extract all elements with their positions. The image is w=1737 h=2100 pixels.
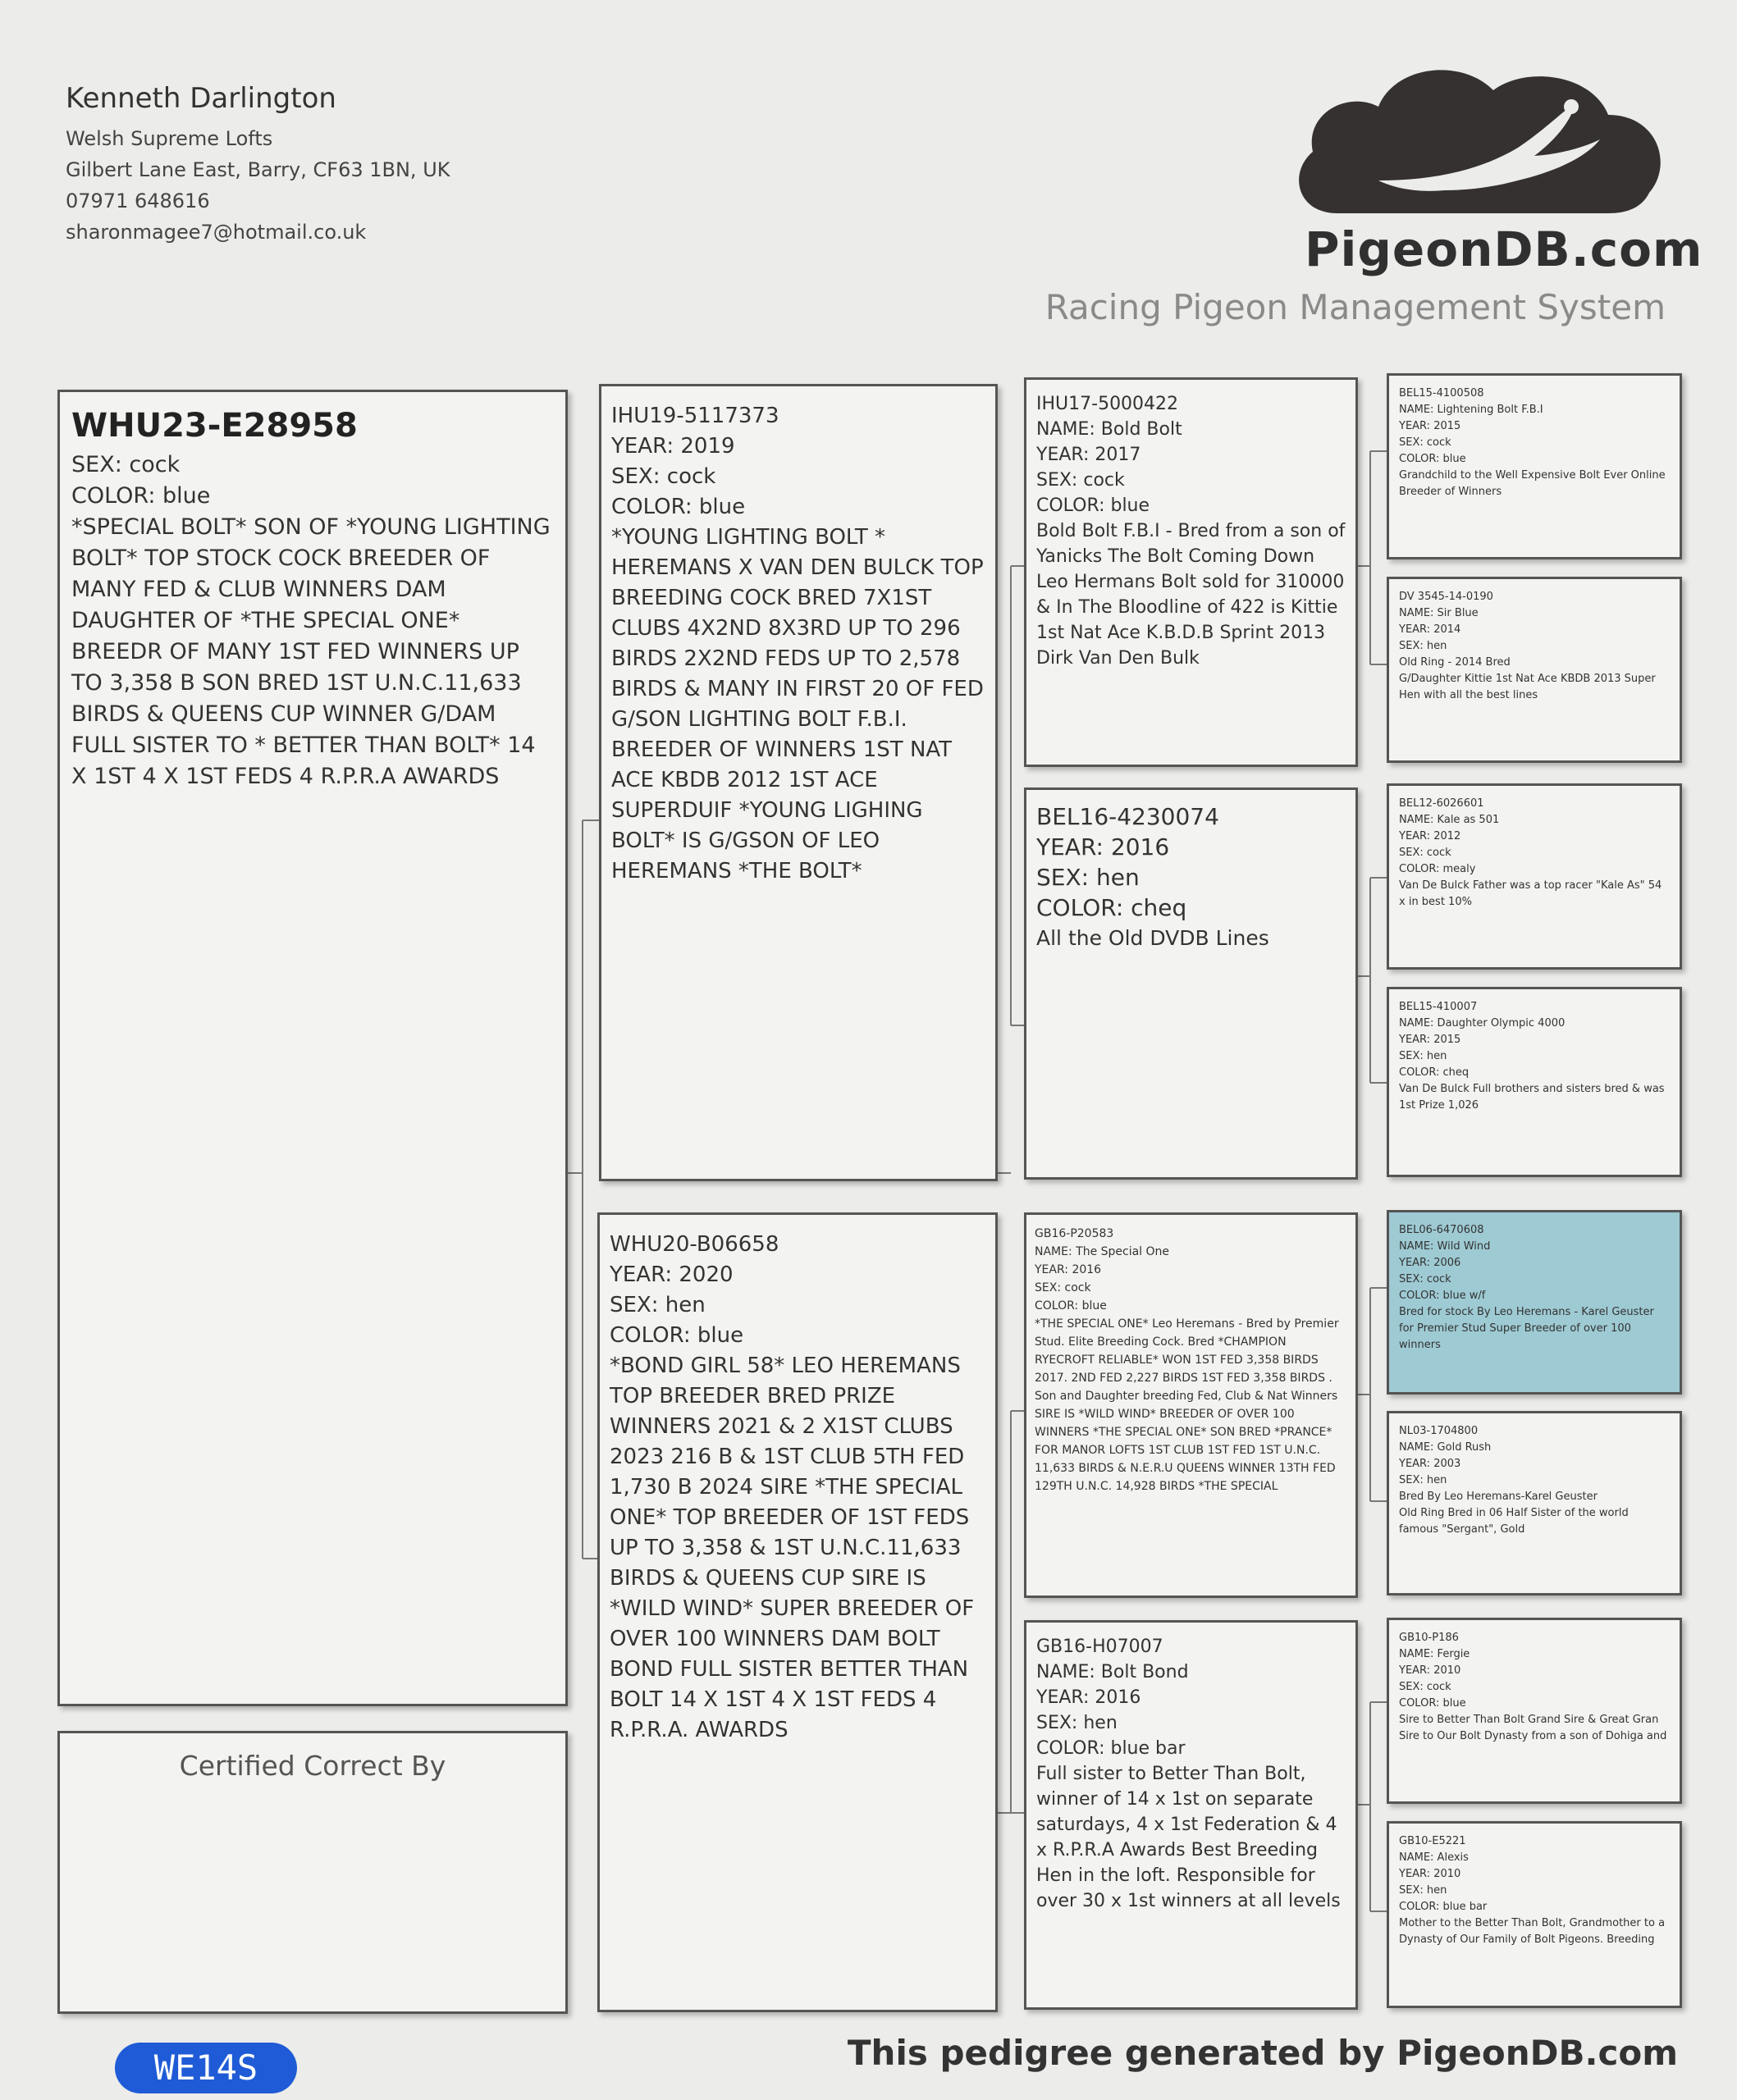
dam-sire-card	[1024, 1212, 1358, 1598]
name: NAME: Wild Wind	[1399, 1240, 1491, 1253]
notes: Grandchild to the Well Expensive Bolt Ever Online Breeder of Winners	[1399, 469, 1666, 498]
certified-box	[57, 1731, 568, 2014]
year: YEAR: 2019	[611, 434, 735, 459]
ring-number: BEL16-4230074	[1036, 803, 1219, 830]
year: YEAR: 2016	[1036, 833, 1170, 861]
color: COLOR: mealy	[1399, 863, 1476, 875]
notes: *THE SPECIAL ONE* Leo Heremans - Bred by Premier Stud. Elite Breeding Cock. Bred *CHAMPION RYECROFT RELIABLE* WON 1ST FED 3,358 BIRDS 2017. 2ND FED 2,227 BIRDS 1ST FED 3,358 BIRDS . Son and Daughter breeding Fed, Club & Nat Winners SIRE IS *WILD WIND* BREEDER OF OVER 100 WINNERS *THE SPECIAL ONE* SON BRED *PRANCE* FOR MANOR LOFTS 1ST CLUB 1ST FED 1ST U.N.C. 11,633 BIRDS & N.E.R.U QUEENS WINNER 13TH FED 129TH U.N.C. 14,928 BIRDS *THE SPECIAL	[1035, 1317, 1339, 1493]
sex: SEX: cock	[1035, 1281, 1091, 1294]
name: NAME: Kale as 501	[1399, 814, 1500, 826]
owner-address: Gilbert Lane East, Barry, CF63 1BN, UK	[66, 158, 450, 181]
color: COLOR: blue	[611, 495, 746, 519]
ring-number: BEL15-4100508	[1399, 387, 1484, 399]
sdd-card	[1387, 987, 1682, 1177]
dam-dam-card	[1024, 1620, 1358, 2010]
notes: Full sister to Better Than Bolt, winner of 14 x 1st on separate saturdays, 4 x 1st Federation & 4 x R.P.R.A Awards Best Breeding Hen in the loft. Responsible for over 30 x 1st winners at all levels	[1036, 1764, 1341, 1911]
sex: SEX: cock	[611, 464, 716, 489]
sex: SEX: hen	[1399, 1884, 1447, 1897]
notes: Sire to Better Than Bolt Grand Sire & Great Gran Sire to Our Bolt Dynasty from a son of Dohiga and	[1399, 1714, 1667, 1742]
color: Old Ring - 2014 Bred	[1399, 656, 1511, 669]
year: YEAR: 2017	[1036, 445, 1141, 465]
name: NAME: Fergie	[1399, 1648, 1470, 1660]
year: YEAR: 2020	[610, 1262, 734, 1287]
color: Bred By Leo Heremans-Karel Geuster	[1399, 1491, 1598, 1503]
notes: Van De Bulck Father was a top racer "Kale As" 54 x in best 10%	[1399, 879, 1662, 908]
loft-name: Welsh Supreme Lofts	[66, 127, 273, 150]
ring-number: WHU20-B06658	[610, 1232, 779, 1257]
dsd-card	[1387, 1411, 1682, 1596]
color: COLOR: blue	[1399, 453, 1466, 465]
ring-number: GB16-H07007	[1036, 1637, 1163, 1657]
notes: G/Daughter Kittie 1st Nat Ace KBDB 2013 Super Hen with all the best lines	[1399, 673, 1656, 701]
ring-number: IHU19-5117373	[611, 404, 779, 428]
ring-number: GB10-P186	[1399, 1632, 1459, 1644]
sex: SEX: cock	[1399, 1681, 1451, 1693]
sex: SEX: hen	[1399, 1474, 1447, 1486]
notes: Van De Bulck Full brothers and sisters bred & was 1st Prize 1,026	[1399, 1083, 1665, 1112]
sds-card	[1387, 783, 1682, 970]
year: YEAR: 2003	[1399, 1458, 1461, 1470]
notes: Old Ring Bred in 06 Half Sister of the world famous "Sergant", Gold	[1399, 1507, 1629, 1536]
dds-card	[1387, 1618, 1682, 1804]
notes: *BOND GIRL 58* LEO HEREMANS TOP BREEDER BRED PRIZE WINNERS 2021 & 2 X1ST CLUBS 2023 216 B & 1ST CLUB 5TH FED 1,730 B 2024 SIRE *THE SPECIAL ONE* TOP BREEDER OF 1ST FEDS UP TO 3,358 & 1ST U.N.C.11,633 BIRDS & QUEENS CUP SIRE IS *WILD WIND* SUPER BREEDER OF OVER 100 WINNERS DAM BOLT BOND FULL SISTER BETTER THAN BOLT 14 X 1ST 4 X 1ST FEDS 4 R.P.R.A. AWARDS	[610, 1354, 975, 1742]
notes: Bred for stock By Leo Heremans - Karel Geuster for Premier Stud Super Breeder of over 100 winners	[1399, 1306, 1654, 1351]
color: COLOR: blue w/f	[1399, 1290, 1486, 1302]
ring-number: WHU23-E28958	[71, 407, 358, 445]
sex: SEX: cock	[1399, 436, 1451, 449]
brand-name: PigeonDB.com	[1305, 221, 1703, 277]
ssd-card	[1387, 577, 1682, 763]
sex: SEX: cock	[1036, 470, 1125, 491]
sire-card	[599, 384, 998, 1181]
owner-name: Kenneth Darlington	[66, 82, 336, 115]
year: YEAR: 2015	[1399, 420, 1461, 432]
notes: Mother to the Better Than Bolt, Grandmother to a Dynasty of Our Family of Bolt Pigeons. Breeding	[1399, 1917, 1666, 1946]
ring-number: GB16-P20583	[1035, 1227, 1114, 1240]
notes: Bold Bolt F.B.I - Bred from a son of Yanicks The Bolt Coming Down Leo Hermans Bolt sold for 310000 & In The Bloodline of 422 is Kittie 1st Nat Ace K.B.D.B Sprint 2013 Dirk Van Den Bulk	[1036, 521, 1346, 669]
name: NAME: Bolt Bond	[1036, 1662, 1189, 1682]
name: NAME: Alexis	[1399, 1851, 1469, 1864]
name: NAME: Sir Blue	[1399, 607, 1479, 619]
year: YEAR: 2014	[1399, 623, 1461, 636]
ring-number: DV 3545-14-0190	[1399, 591, 1493, 603]
color: COLOR: blue	[71, 483, 211, 509]
notes: *YOUNG LIGHTING BOLT * HEREMANS X VAN DEN BULCK TOP BREEDING COCK BRED 7X1ST CLUBS 4X2ND 8X3RD UP TO 296 BIRDS 2X2ND FEDS UP TO 2,578 BIRDS & MANY IN FIRST 20 OF FED G/SON LIGHTING BOLT F.B.I. BREEDER OF WINNERS 1ST NAT ACE KBDB 2012 1ST ACE SUPERDUIF *YOUNG LIGHING BOLT* IS G/GSON OF LEO HEREMANS *THE BOLT*	[611, 525, 984, 883]
owner-phone: 07971 648616	[66, 189, 210, 212]
year: YEAR: 2012	[1399, 830, 1461, 842]
color: COLOR: blue	[1399, 1697, 1466, 1710]
dam-card	[597, 1212, 998, 2012]
ring-number: NL03-1704800	[1399, 1425, 1479, 1437]
sire-dam-card	[1024, 788, 1358, 1180]
ring-number: BEL15-410007	[1399, 1001, 1478, 1013]
year: YEAR: 2015	[1399, 1034, 1461, 1046]
subject-bird-card	[57, 390, 568, 1706]
sire-sire-card	[1024, 377, 1358, 767]
color: COLOR: cheq	[1036, 894, 1187, 921]
dss-card-highlighted	[1387, 1210, 1682, 1395]
color: COLOR: blue	[1035, 1299, 1107, 1312]
year: YEAR: 2010	[1399, 1664, 1461, 1677]
sex: SEX: cock	[1399, 1273, 1451, 1285]
sex: SEX: hen	[1399, 1050, 1447, 1062]
sex: SEX: cock	[71, 452, 181, 477]
sex: SEX: hen	[610, 1293, 706, 1317]
color: COLOR: blue	[1036, 495, 1150, 516]
ring-number: BEL12-6026601	[1399, 797, 1484, 810]
notes: *SPECIAL BOLT* SON OF *YOUNG LIGHTING BOLT* TOP STOCK COCK BREEDER OF MANY FED & CLUB WINNERS DAM DAUGHTER OF *THE SPECIAL ONE* BREEDR OF MANY 1ST FED WINNERS UP TO 3,358 B SON BRED 1ST U.N.C.11,633 BIRDS & QUEENS CUP WINNER G/DAM FULL SISTER TO * BETTER THAN BOLT* 14 X 1ST 4 X 1ST FEDS 4 R.P.R.A AWARDS	[71, 514, 551, 789]
notes: All the Old DVDB Lines	[1036, 926, 1269, 950]
ring-number: IHU17-5000422	[1036, 394, 1179, 414]
brand-tagline: Racing Pigeon Management System	[1044, 287, 1666, 327]
sex: SEX: hen	[1036, 1713, 1118, 1733]
name: NAME: The Special One	[1035, 1245, 1170, 1258]
code-badge: WE14S	[115, 2043, 297, 2093]
color: COLOR: cheq	[1399, 1066, 1470, 1079]
sss-card	[1387, 373, 1682, 559]
footer-text: This pedigree generated by PigeonDB.com	[847, 2033, 1678, 2073]
color: COLOR: blue bar	[1399, 1901, 1488, 1913]
sex: SEX: hen	[1036, 864, 1140, 891]
owner-email: sharonmagee7@hotmail.co.uk	[66, 221, 367, 244]
ddd-card	[1387, 1821, 1682, 2008]
year: YEAR: 2016	[1035, 1263, 1102, 1276]
name: NAME: Daughter Olympic 4000	[1399, 1017, 1566, 1029]
year: YEAR: 2016	[1036, 1687, 1141, 1708]
color: COLOR: blue bar	[1036, 1738, 1186, 1759]
ring-number: GB10-E5221	[1399, 1835, 1466, 1847]
year: YEAR: 2010	[1399, 1868, 1461, 1880]
certified-label: Certified Correct By	[179, 1750, 446, 1782]
ring-number: BEL06-6470608	[1399, 1224, 1484, 1236]
name: NAME: Gold Rush	[1399, 1441, 1492, 1454]
color: COLOR: blue	[610, 1323, 744, 1348]
sex: SEX: hen	[1399, 640, 1447, 652]
sex: SEX: cock	[1399, 847, 1451, 859]
name: NAME: Bold Bolt	[1036, 419, 1182, 440]
year: YEAR: 2006	[1399, 1257, 1461, 1269]
name: NAME: Lightening Bolt F.B.I	[1399, 404, 1543, 416]
